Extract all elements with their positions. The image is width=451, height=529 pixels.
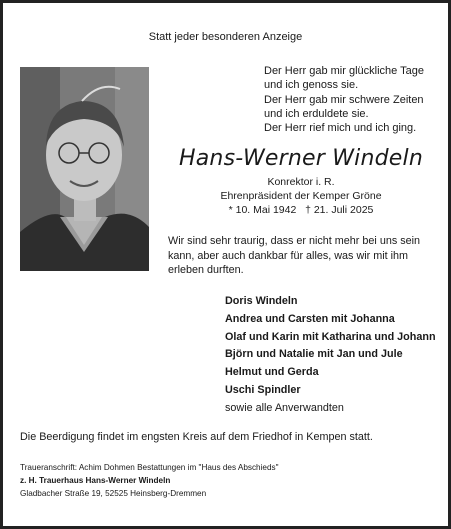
header-line: Statt jeder besonderen Anzeige bbox=[148, 31, 303, 43]
quote-line: und ich genoss sie. bbox=[264, 79, 359, 92]
bible-quote bbox=[264, 64, 424, 135]
family-member: Olaf und Karin mit Katharina und Johann bbox=[225, 330, 436, 343]
quote-line: und ich erduldete sie. bbox=[264, 107, 369, 120]
family-member: Uschi Spindler bbox=[225, 383, 301, 396]
quote-line: Der Herr rief mich und ich ging. bbox=[264, 122, 417, 135]
family-member: Andrea und Carsten mit Johanna bbox=[225, 312, 395, 325]
deceased-info bbox=[151, 175, 451, 217]
family-member: Doris Windeln bbox=[225, 295, 298, 307]
family-closing: sowie alle Anverwandten bbox=[225, 401, 344, 414]
deceased-dates: * 10. Mai 1942 † 21. Juli 2025 bbox=[228, 204, 374, 216]
deceased-honor: Ehrenpräsident der Kemper Gröne bbox=[220, 190, 382, 202]
family-list bbox=[225, 293, 436, 418]
family-member: Helmut und Gerda bbox=[225, 366, 319, 379]
address-line-3: Gladbacher Straße 19, 52525 Heinsberg-Dremmen bbox=[20, 489, 207, 498]
funeral-notice: Die Beerdigung findet im engsten Kreis auf dem Friedhof in Kempen statt. bbox=[20, 431, 373, 443]
address-line-1: Traueranschrift: Achim Dohmen Bestattungen im "Haus des Abschieds" bbox=[20, 463, 279, 472]
deceased-name: Hans-Werner Windeln bbox=[179, 146, 423, 171]
address-line-2: z. H. Trauerhaus Hans-Werner Windeln bbox=[20, 476, 171, 485]
portrait-photo bbox=[20, 67, 149, 271]
quote-line: Der Herr gab mir glückliche Tage bbox=[264, 65, 424, 77]
family-member: Björn und Natalie mit Jan und Jule bbox=[225, 348, 403, 361]
quote-line: Der Herr gab mir schwere Zeiten bbox=[264, 93, 424, 106]
mourning-address bbox=[20, 461, 279, 500]
mourning-text: Wir sind sehr traurig, dass er nicht mehr bei uns sein kann, aber auch dankbar für alles, was wir mit ihm erleben durften. bbox=[168, 235, 421, 276]
deceased-title: Konrektor i. R. bbox=[267, 176, 335, 188]
